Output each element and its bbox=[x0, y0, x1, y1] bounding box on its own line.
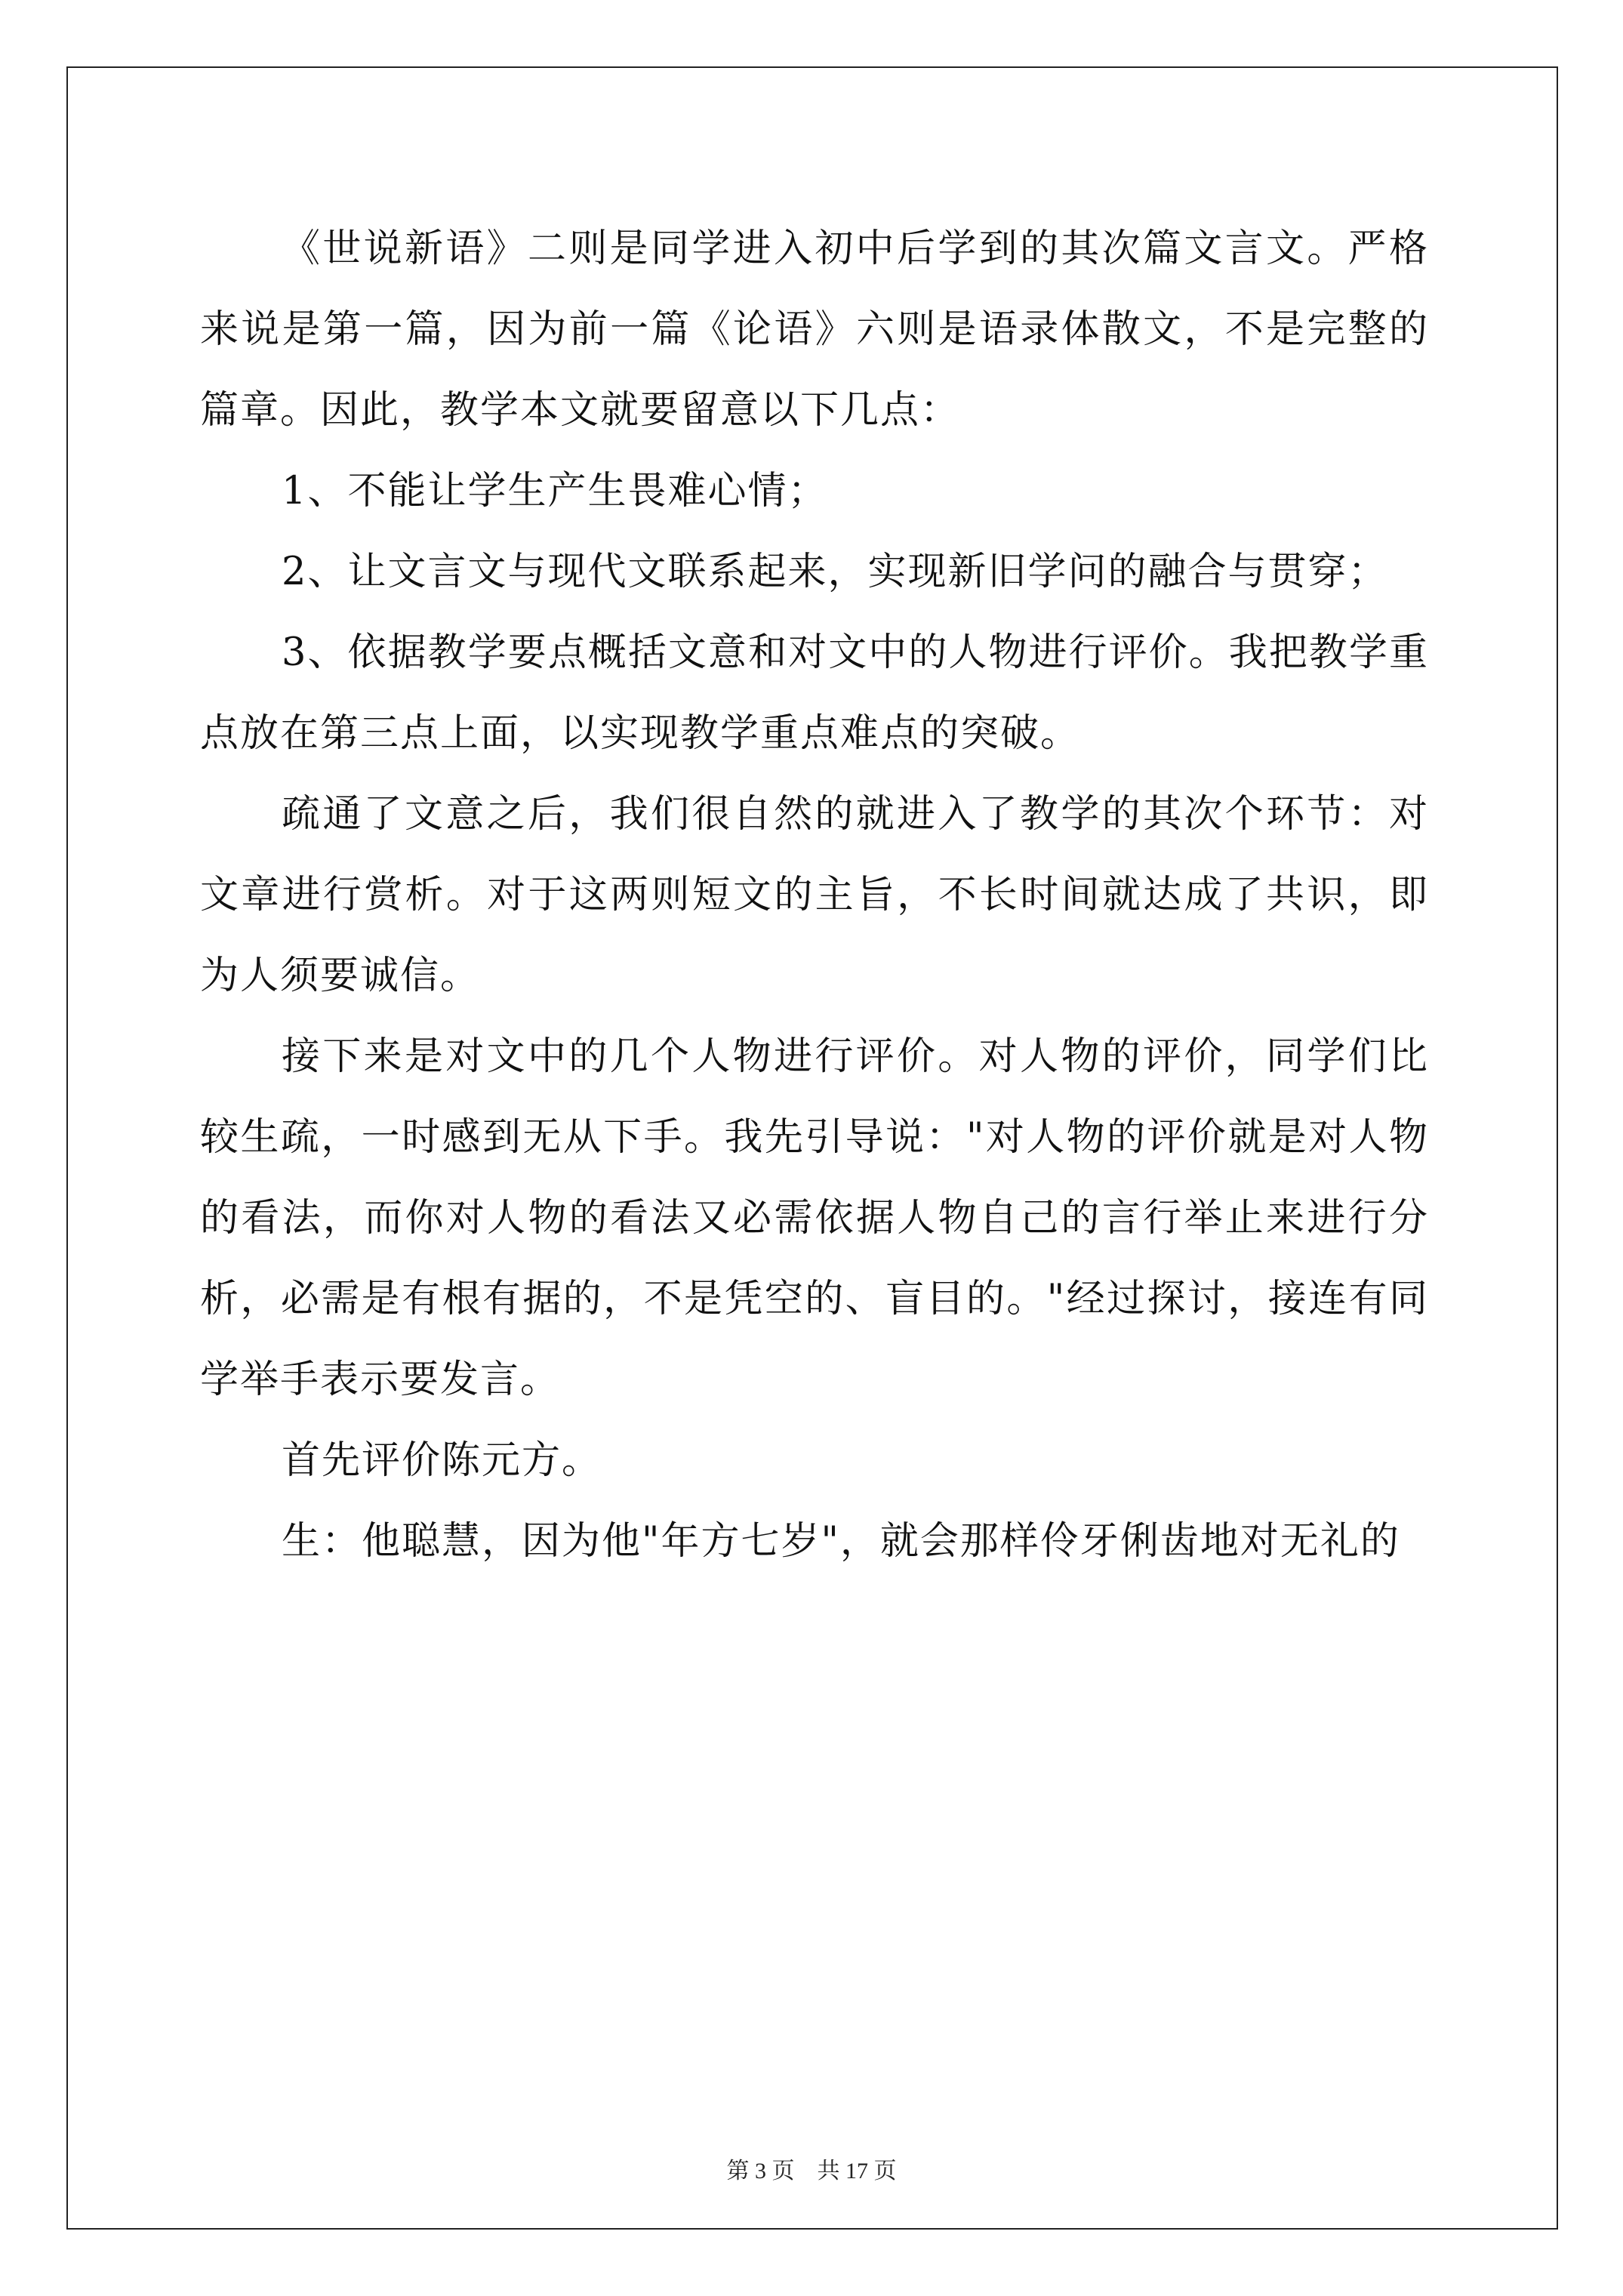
list-item: 2、让文言文与现代文联系起来，实现新旧学问的融合与贯穿； bbox=[282, 550, 1388, 594]
paragraph: 生：他聪慧，因为他"年方七岁"，就会那样伶牙俐齿地对无礼的 bbox=[282, 1519, 1400, 1564]
paragraph: 《世说新语》二则是同学进入初中后学到的其次篇文言文。严格来说是第一篇，因为前一篇《论语》六则是语录体散文，不是完整的篇章。因此，教学本文就要留意以下几点： bbox=[200, 227, 1429, 433]
paragraph: 疏通了文意之后，我们很自然的就进入了教学的其次个环节：对文章进行赏析。对于这两则短文的主旨，不长时间就达成了共识，即为人须要诚信。 bbox=[200, 792, 1429, 998]
page-number-footer: 第 3 页 共 17 页 bbox=[726, 2159, 897, 2184]
list-item: 1、不能让学生产生畏难心情； bbox=[282, 469, 828, 513]
paragraph: 首先评价陈元方。 bbox=[282, 1438, 602, 1483]
list-item: 3、依据教学要点概括文意和对文中的人物进行评价。我把教学重点放在第三点上面，以实现教学重点难点的突破。 bbox=[200, 630, 1429, 756]
document-body bbox=[200, 208, 1429, 1582]
paragraph: 接下来是对文中的几个人物进行评价。对人物的评价，同学们比较生疏，一时感到无从下手。我先引导说："对人物的评价就是对人物的看法，而你对人物的看法又必需依据人物自己的言行举止来进行分析，必需是有根有据的，不是凭空的、盲目的。"经过探讨，接连有同学举手表示要发言。 bbox=[200, 1034, 1429, 1402]
